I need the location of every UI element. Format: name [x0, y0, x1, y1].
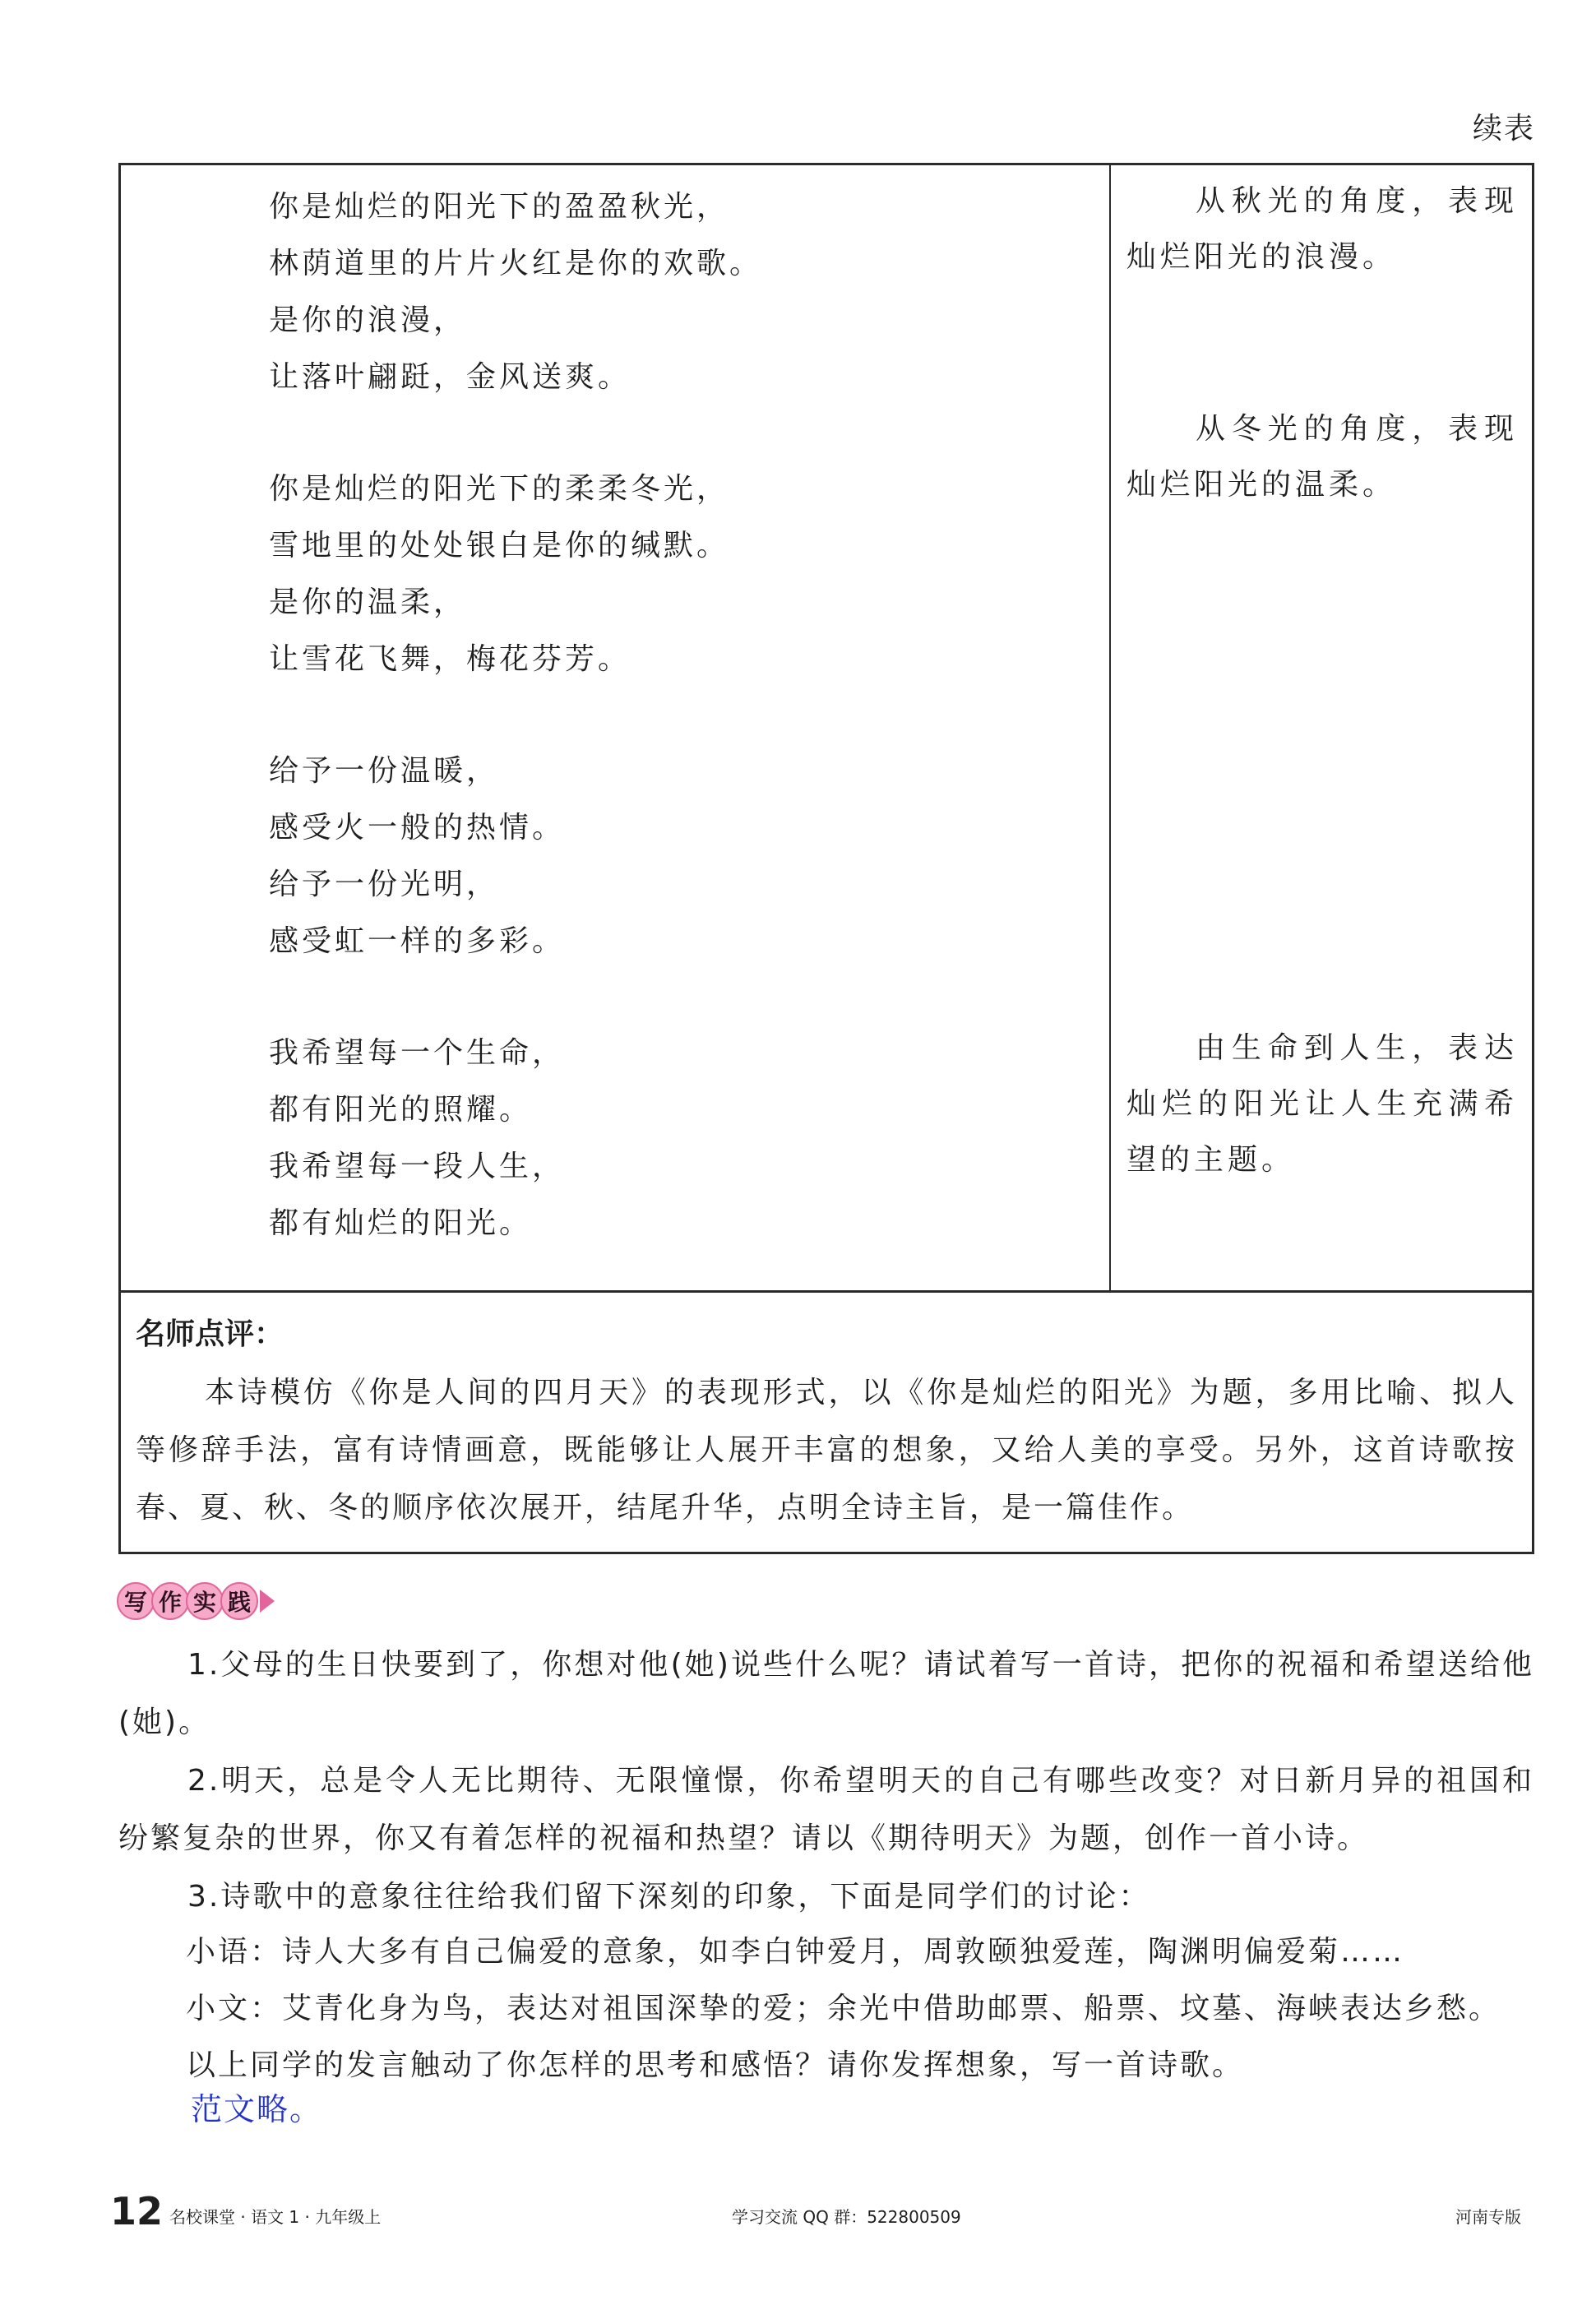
poem-line: 我希望每一个生命，: [269, 1036, 566, 1070]
question-2: 2.明天，总是令人无比期待、无限憧憬，你希望明天的自己有哪些改变？对日新月异的祖国和纷繁复杂的世界，你又有着怎样的祝福和热望？请以《期待明天》为题，创作一首小诗。: [118, 1764, 1534, 1855]
poem-line: 我希望每一段人生，: [269, 1150, 566, 1183]
footer-book-title: 名校课堂 · 语文 1 · 九年级上: [169, 2207, 382, 2227]
poem-line: 是你的浪漫，: [269, 303, 467, 337]
question-1: 1.父母的生日快要到了，你想对他(她)说些什么呢？请试着写一首诗，把你的祝福和希望送给他(她)。: [118, 1648, 1534, 1739]
review-title: 名师点评：: [136, 1317, 285, 1351]
poem-line: 是你的温柔，: [269, 586, 467, 619]
footer-edition: 河南专版: [1455, 2207, 1521, 2227]
badge-char: 实: [186, 1582, 224, 1620]
poem-line: 让雪花飞舞，梅花芬芳。: [269, 642, 631, 676]
analysis-note: 由生命到人生，表达灿烂的阳光让人生充满希望的主题。: [1126, 1031, 1518, 1177]
poem-line: 给予一份光明，: [269, 868, 500, 901]
poem-line: 你是灿烂的阳光下的盈盈秋光，: [269, 190, 730, 224]
badge-char: 作: [151, 1582, 189, 1620]
analysis-note: 从秋光的角度，表现灿烂阳光的浪漫。: [1126, 184, 1518, 274]
poem-line: 雪地里的处处银白是你的缄默。: [269, 529, 730, 562]
poem-line: 感受火一般的热情。: [269, 811, 566, 845]
discussion-xiaowen: 小文：艾青化身为鸟，表达对祖国深挚的爱；余光中借助邮票、船票、坟墓、海峡表达乡愁。: [186, 1992, 1501, 2025]
poem-line: 林荫道里的片片火红是你的欢歌。: [269, 247, 763, 280]
analysis-note: 从冬光的角度，表现灿烂阳光的温柔。: [1126, 412, 1518, 502]
poem-line: 感受虹一样的多彩。: [269, 924, 566, 958]
badge-char: 践: [220, 1582, 258, 1620]
poem-analysis-table: [118, 163, 1534, 1554]
question-3-prompt: 以上同学的发言触动了你怎样的思考和感悟？请你发挥想象，写一首诗歌。: [186, 2048, 1245, 2082]
question-3: 3.诗歌中的意象往往给我们留下深刻的印象，下面是同学们的讨论：: [187, 1880, 1151, 1914]
column-divider: [1109, 165, 1111, 1290]
poem-line: 都有阳光的照耀。: [269, 1093, 533, 1127]
teacher-review: [121, 1292, 1532, 1555]
continued-label: 续表: [1472, 112, 1535, 146]
poem-line: 让落叶翩跹，金风送爽。: [269, 360, 631, 394]
badge-char: 写: [117, 1582, 155, 1620]
discussion-xiaoyu: 小语：诗人大多有自己偏爱的意象，如李白钟爱月，周敦颐独爱莲，陶渊明偏爱菊……: [186, 1935, 1405, 1969]
poem-line: 你是灿烂的阳光下的柔柔冬光，: [269, 472, 730, 506]
arrow-icon: [260, 1590, 275, 1613]
answer-text: 范文略。: [191, 2091, 323, 2127]
poem-line: 给予一份温暖，: [269, 754, 500, 788]
poem-row: [121, 165, 1532, 1293]
page-number: 12: [110, 2189, 164, 2233]
poem-line: 都有灿烂的阳光。: [269, 1206, 533, 1240]
review-body: 本诗模仿《你是人间的四月天》的表现形式，以《你是灿烂的阳光》为题，多用比喻、拟人等修辞手法，富有诗情画意，既能够让人展开丰富的想象，又给人美的享受。另外，这首诗歌按春、夏、秋、冬的顺序依次展开，结尾升华，点明全诗主旨，是一篇佳作。: [136, 1376, 1517, 1525]
section-badge-writing-practice: [117, 1581, 275, 1622]
footer-qq-group: 学习交流 QQ 群：522800509: [732, 2207, 961, 2227]
